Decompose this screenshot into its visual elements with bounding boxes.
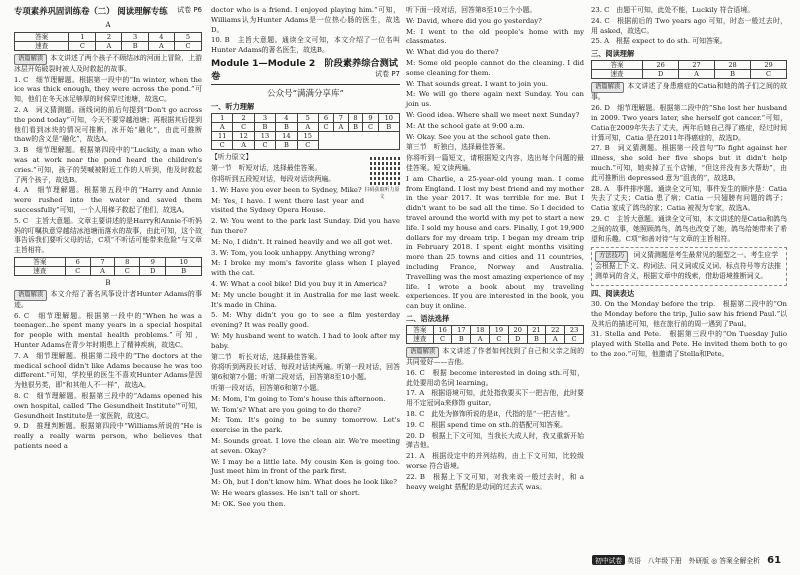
subtitle: 公众号“满满分享库” [267,89,344,100]
main-idea-badge: 语篇解读 [14,290,47,301]
q-ans: D [508,335,527,344]
footer-answer-label: 答案全解全析 [719,557,760,565]
q-ans: C [254,141,275,150]
transcript-line: M: My uncle bought it in Australia for me last week. It's made in China. [211,290,400,309]
transcript-line: M: Yes, I have. I went there last year and visited the Sydney Opera House. [211,196,364,215]
q-ans: B [348,123,363,132]
transcript-line: 你将听到一篇短文，请根据短文内容，选出每个问题的最佳答案。短文读两遍。 [406,154,584,172]
answer-item: 31. Stella and Pete. 根据第三段中的“On Tuesday Julio played with Stella and Pete. He invited them both to go to the zoo.”可知，他邀请了Stella和Pete。 [591,330,787,359]
transcript-line: M: No, I didn't. It rained heavily and we all got wet. [211,237,393,246]
transcript-line: 你将听到两段长对话，每段对话读两遍。听第一段对话，回答第6和第7小题；听第二段对话，回答第8至10小题。 [211,363,400,382]
answer-item: 27. B 词义猜测题。根据第一段首句“To fight against her illness, she sold her five shops but it didn't help much.”可知，她卖掉了五个店铺，“但这并没有多大帮助”，由此可推断出 depressed 意为“沮丧的”，故选B。 [591,144,787,182]
main-idea-badge: 语篇解读 [591,82,624,93]
section-title: 四、阅读表达 [591,288,635,298]
q-ans: C [233,123,254,132]
q-num: 10 [378,114,399,123]
q-num: 22 [546,326,565,335]
answer-item: 4. A 细节理解题。根据第五段中的“Harry and Annie were rushed into the water and saved them successfully”可知，一个人用梯子救起了他们，故选A。 [14,186,202,214]
column-3 [406,6,584,493]
q-num: 5 [174,32,201,41]
q-num: 11 [212,132,233,141]
q-num: 29 [751,61,787,70]
q-num: 19 [490,326,509,335]
answer-table-a [14,32,202,51]
answer-item: 10. B 主旨大意题。通读全文可知，本文介绍了一位名叫Hunter Adams的著名医生，故选B。 [211,36,400,55]
transcript-line: M: We will go there again next Sunday. You can join us. [406,90,584,109]
q-num: 6 [65,257,90,266]
main-idea-a [14,54,202,75]
answer-item: 26. D 细节理解题。根据第二段中的“She lost her husband in 2009. Two years later, she herself got cancer.”可知，Catia在2009年失去了丈夫，两年后她自己得了癌症，经过时间计算可知，Catia 是在2011年得癌症的，故选D。 [591,104,787,142]
answer-item: 16. C 根据 become interested in doing sth.可知，此处要用动名词 learning。 [406,368,584,387]
q-ans: C [565,335,584,344]
answer-item: 1. C 细节理解题。根据第一段中的“In winter, when the ice was thick enough, they were across the pond.”可知，他们在冬天冰足够厚的时候穿过池塘，故选C。 [14,75,202,104]
q-ans: C [212,141,233,150]
transcript-line: M: At the school gate at 9:00 a.m. [406,121,525,130]
q-ans: C [363,123,378,132]
q-num: 8 [348,114,363,123]
transcript-line: 听第一段对话，回答第6和第7小题。 [211,383,324,392]
q-ans: A [148,41,174,50]
answer-item: 25. A 根据 expect to do sth. 可知答案。 [591,37,727,46]
transcript-line: W: My husband went to watch. I had to look after my baby. [211,331,400,350]
q-ans: B [166,266,202,275]
q-num: 9 [363,114,378,123]
q-ans: A [96,41,122,50]
transcript-line: W: I may be a little late. My cousin Ken is going too. Just meet him in front of the park first. [211,457,400,476]
answer-item: 24. C 根据前后的 Two years ago 可知，时态一般过去时，用 asked，故选C。 [591,16,787,35]
footer-subject: 英语 八年级下册 外研版 [627,557,709,565]
transcript-line: 听下面一段对话，回答第8至10三个小题。 [406,6,537,14]
q-ans: C [115,266,140,275]
answer-item: 2. A 词义猜测题。画线词的前后句提到“Don't go across the pond today”可知，今天不要穿越池塘；再根据其后提到他们看到冰块的情况可推断，冰开始“融化”，由此可推断thaw的含义是“融化”，故选A。 [14,105,202,144]
section-title: 一、听力理解 [211,102,255,112]
answer-item: 18. C 此处为修饰所说的是it，代指的是“一把吉他”。 [406,410,575,419]
transcript-line: W: Okay. See you at the school gate then. [406,132,551,141]
main-idea-text: 本文讲述了两个孩子不顾结冰的河面上冒险，上游冰层开始破裂时被人及时救起的故事。 [14,53,202,73]
main-idea-b [14,290,202,311]
q-ans: B [378,123,399,132]
q-ans: B [254,123,275,132]
section-heading-1 [14,6,202,18]
q-num: 20 [508,326,527,335]
transcript-line: M: Some old people cannot do the cleaning. I did some cleaning for them. [406,58,584,77]
answer-item: 8. C 细节理解题。根据第三段中的“Adams opened his own hospital, called 'The Gesundheit Institute'”可知，Gesundheit Institute是一家医院，故选C。 [14,391,202,420]
page-footer [592,555,781,566]
page-number: 61 [767,555,782,566]
row-header: 答案 [592,61,643,70]
paper-page-tag: 试卷 P6 [177,6,202,14]
q-num: 10 [166,257,202,266]
book-icon: ◎ [711,557,718,565]
transcript-line: 第三节 听独白，选择最佳答案。 [406,143,510,152]
q-num: 21 [527,326,546,335]
main-idea-badge: 语篇解读 [14,54,47,65]
q-num: 1 [69,32,96,41]
transcript-line: M: Sounds great. I love the clean air. We're meeting at seven. Okay? [211,436,400,455]
q-ans: C [297,141,318,150]
method-badge: 方法技巧 [595,251,628,262]
transcript-line: M: Tom. It's going to be sunny tomorrow. Let's exercise in the park. [211,416,400,435]
transcript-line: 第一节 听短对话，选择最佳答案。 [211,164,322,173]
answer-item: 21. A 根据设定中的并列结构，由上下文可知，比较级 worse 符合语境。 [406,452,584,471]
q-ans: B [276,123,297,132]
transcript-line: 3. W: Tom, you look unhappy. Anything wrong? [211,248,375,257]
transcript-line: M: OK. See you then. [211,499,286,508]
method-tip-box [591,247,787,286]
answer-item: 7. A 细节理解题。根据第二段中的“The doctors at the medical school didn't like Adams because he was too different.”可知，学校里的医生不喜欢Hunter Adams是因为他很另类，即“和其他人不一样”，故选A。 [14,351,202,390]
answer-item: 22. B 根据上下文可知，对我来说一般过去时，和 a heavy weight 搭配的是动词的过去式 was。 [406,472,584,491]
row-header: 答案 [15,257,66,266]
q-ans: B [715,70,751,79]
main-idea-text: 本文介绍了著名风筝设计者Hunter Adams的事迹。 [14,289,202,309]
q-ans: A [334,123,349,132]
transcript-line: M: Oh, but I don't know him. What does he look like? [211,478,397,487]
transcript-line: 1. W: Have you ever been to Sydney, Mike? [211,185,362,194]
transcript-line: 你将听到五段短对话，每段对话读两遍。 [211,174,336,183]
q-ans: A [546,335,565,344]
q-ans: D [140,266,166,275]
q-num: 28 [715,61,751,70]
passage-label-a: A [105,20,111,29]
transcript-line: W: That sounds great. I want to join you. [406,79,549,88]
column-2 [211,6,400,510]
qr-caption: 扫码获取听力原文 [364,187,400,201]
row-header: 速查 [15,41,69,50]
transcript-line: W: Tom's? What are you going to do there? [211,405,361,414]
q-ans: C [318,123,333,132]
q-num: 5 [297,114,318,123]
answer-item: 6. C 细节理解题。根据第一段中的“When he was a teenager...he spent many years in a special hospital for people with mental health problems.”可知，Hunter Adams在青少年时期患上了精神疾病，故选C。 [14,311,202,349]
q-ans: A [90,266,114,275]
q-num: 13 [254,132,275,141]
q-num: 14 [276,132,297,141]
qr-code-icon[interactable] [370,155,400,185]
q-ans: A [471,335,490,344]
q-num: 9 [140,257,166,266]
q-ans: C [69,41,96,50]
q-num: 3 [122,32,148,41]
answer-table-b [14,257,202,276]
transcript-passage: I am Charlie, a 25-year-old young man. I come from England. I lost my best friend and my mother in the year 2017. It was terrible for me. But I didn't want to be sad all the time. So I decided to travel around the world with my pet to start a new life. I sold my house and cars. Finally, I got 19,900 dollars for my dream trip. I began my dream trip in February 2018. I spent eight months visiting more than 25 towns and cities and 11 countries, including France, Norway and Australia. Travelling was the most amazing experience of my life. I wrote a book about my traveling experiences. If you are interested in the book, you can buy it online. [406,174,584,311]
q-num: 27 [679,61,715,70]
q-num: 2 [233,114,254,123]
answer-item: 23. C 由题干可知，此处不能，Luckily 符合语境。 [591,6,755,14]
q-num: 4 [276,114,297,123]
q-ans: A [212,123,233,132]
transcript-line: W: Good idea. Where shall we meet next Sunday? [406,110,580,119]
main-idea-text: 本文讲述了作者如何找到了自己和父亲之间的共同爱好——吉他。 [406,347,584,367]
q-num: 23 [565,326,584,335]
q-num: 7 [334,114,349,123]
transcript-line: W: He wears glasses. He isn't tall or short. [211,488,360,497]
answer-item: 17. A 根据语境可知，此处指我要买下一把吉他，此时要用不定冠词a来修饰 guitar。 [406,389,584,408]
q-num: 2 [96,32,122,41]
column-1 [14,6,202,453]
row-header: 答案 [15,32,69,41]
answer-item: 28. A 事件排序题。通读全文可知，事件发生的顺序是：Catia 失去了丈夫；Catia 患了病；Catia 一只翅膀有问题的鸽子；Catia 家成了鸽鸟的家；Catia 被视为专家，故选A。 [591,184,787,213]
q-ans: B [122,41,148,50]
q-num: 17 [452,326,471,335]
transcript-line: 第二节 听长对话，选择最佳答案。 [211,352,322,361]
q-num: 3 [254,114,275,123]
heading-text: 专项素养巩固训练卷（二） 阅读理解专练 [14,6,168,16]
answer-table-reading [591,60,787,79]
q-ans: B [276,141,297,150]
q-num: 8 [115,257,140,266]
main-idea-grammar [406,347,584,368]
main-idea-reading [591,82,787,103]
answer-table-grammar [406,325,584,344]
q-num: 1 [212,114,233,123]
q-num: 6 [318,114,333,123]
row-header: 答案 [407,326,434,335]
q-ans: A [233,141,254,150]
transcript-line: 2. W: You went to the park last Sunday. Did you have fun there? [211,217,400,235]
empty-cell [318,132,399,150]
transcript-line: W: What did you do there? [406,48,499,57]
section-title: 三、阅读理解 [591,49,635,59]
answer-item: 19. C 根据 spend time on sth.的搭配可知答案。 [406,420,567,429]
transcript-line: 5. M: Why didn't you go to see a film yesterday evening? It was really good. [211,311,400,330]
passage-label-b: B [105,278,111,287]
q-num: 4 [148,32,174,41]
transcript-heading: 【听力原文】 [211,153,253,162]
answer-item: 5. C 主旨大意题。文章主要讲述的是Harry和Annie不听妈妈的叮嘱执意穿越结冰池塘而落水的故事，由此可知，这个故事告诉我们要听父母的话，C项“不听话可能带来危险”与文章主旨相符。 [14,216,202,255]
transcript-line: M: I went to the old people's home with my classmates. [406,27,584,46]
q-num: 7 [90,257,114,266]
q-ans: C [174,41,201,50]
section-heading-2 [211,57,400,85]
footer-pill: 初中试卷 [592,555,625,565]
q-num: 18 [471,326,490,335]
main-idea-badge: 语篇解读 [406,347,439,358]
q-num: 26 [643,61,679,70]
q-num: 15 [297,132,318,141]
q-ans: B [527,335,546,344]
answer-item: doctor who is a friend. I enjoyed playing him.”可知，Williams认为Hunter Adams是一位热心肠的医生，故选D。 [211,6,400,34]
answer-table-listening [211,113,400,150]
q-ans: D [643,70,679,79]
q-ans: C [751,70,787,79]
q-num: 16 [433,326,452,335]
transcript-line: 4. W: What a cool bike! Did you buy it in America? [211,279,387,288]
q-num: 12 [233,132,254,141]
answer-item: 3. B 细节理解题。根据第四段中的“Luckily, a man who was at work near the pond heard the children's cries.”可知，孩子的哭喊被附近工作的人听到，他及时救起了两个孩子，故选B。 [14,146,202,184]
method-text: 词义猜测题是考生最常见的题型之一。考生应学会根据上下文、构词法、同义词或反义词、标点符号等方法推测单词的含义，根据文章中的线索，借助语境推断词义。 [595,251,782,281]
q-ans: C [433,335,452,344]
row-header: 速查 [407,335,434,344]
transcript-line: M: Mom, I'm going to Tom's house this afternoon. [211,394,386,403]
q-ans: A [679,70,715,79]
answer-item: 30. On the Monday before the trip. 根据第二段中的“On the Monday before the trip, Julio saw his friend Paul.”以及其后的描述可知，他在旅行前的周一遇到了Paul。 [591,300,787,328]
q-ans: C [490,335,509,344]
column-4 [591,6,787,361]
main-idea-text: 本文讲述了身患癌症的Catia和她的鸽子们之间的故事。 [591,82,787,102]
answer-item: 29. C 主旨大意题。通读全文可知，本文讲述的是Catia和鸽鸟之间的故事，她照顾鸽鸟，鸽鸟也改变了她，鸽鸟给她带来了希望和乐趣。C项“和善对待”与文章的主旨相符。 [591,214,787,243]
q-ans: B [452,335,471,344]
q-ans: A [297,123,318,132]
row-header: 速查 [15,266,66,275]
row-header: 速查 [592,70,643,79]
transcript-line: W: David, where did you go yesterday? [406,16,542,25]
transcript-line: M: I broke my mom's favorite glass when I played with the cat. [211,259,400,278]
paper-page-tag: 试卷 P7 [375,70,400,79]
answer-item: 20. D 根据上下文可知，当我长大成人时，我又重新开始弹吉他。 [406,431,584,450]
q-ans: C [65,266,90,275]
answer-item: 9. D 推理判断题。根据第四段中“Williams所说的“He is really a really warm person, who believes that patients need a [14,422,202,450]
section-title: 二、语法选择 [406,313,450,323]
heading-text: Module 1—Module 2 阶段素养综合测试卷 [211,57,398,83]
